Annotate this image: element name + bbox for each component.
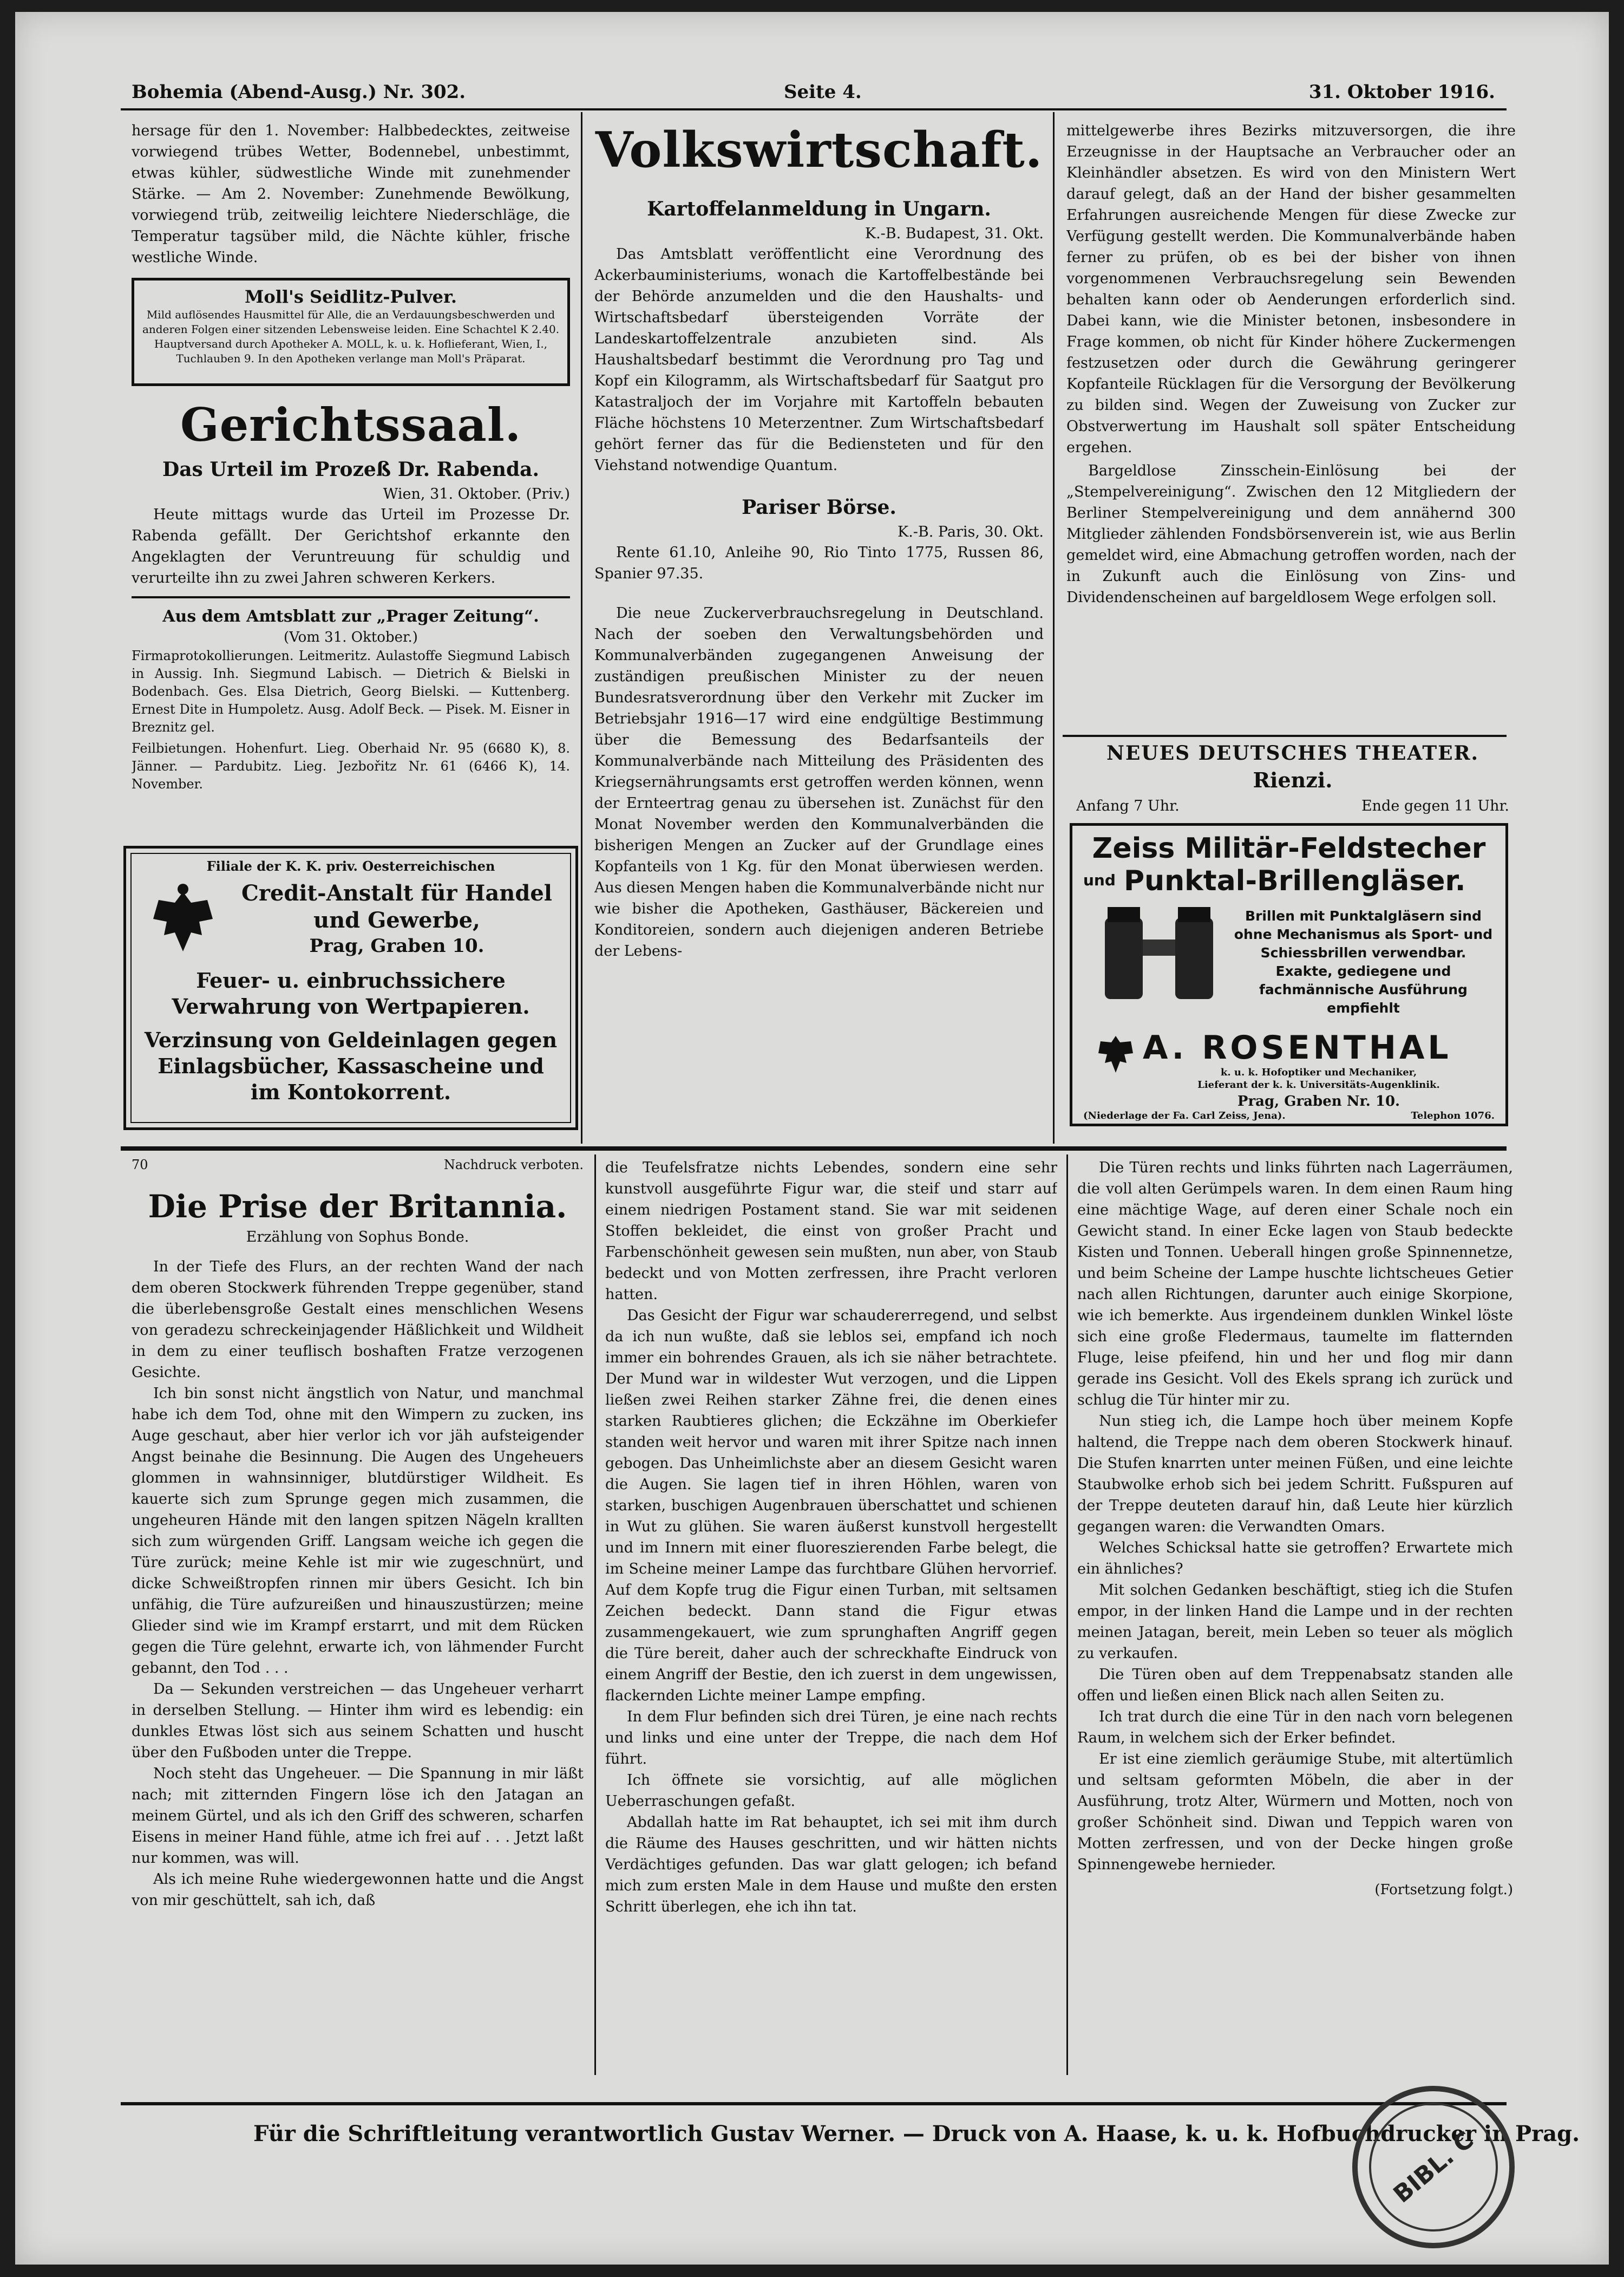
theater-notice	[1076, 742, 1509, 823]
ad-zeiss-und: und	[1083, 871, 1116, 889]
ad-zeiss-title2: Punktal-Brillengläser.	[1124, 865, 1466, 897]
serial-number: 70	[132, 1157, 148, 1172]
serial-meta	[132, 1157, 584, 1172]
weather-forecast: hersage für den 1. November: Halbbedecktes, zeitweise vorwiegend trübes Wetter, Bodennebel, unbestimmt, etwas kühler, südwestliche Winde mit zunehmender Stärke. — Am 2. November: Zunehmende Bewölkung, vorwiegend trüb, zeitweilig leichtere Niederschläge, die Temperatur tagsüber mild, die Nächte kühler, frische westliche Winde.	[132, 122, 570, 266]
newspaper-page	[15, 12, 1609, 2265]
kartoffel-title: Kartoffelanmeldung in Ungarn.	[647, 198, 991, 220]
ad-moll-title: Moll's Seidlitz-Pulver.	[244, 286, 457, 307]
serial-paragraph: Noch steht das Ungeheuer. — Die Spannung in mir läßt nach; mit zitternden Fingern löse ich den Jatagan an meinem Gürtel, und als ich den Griff des schweren, scharfen Eisens in meiner Hand fühle, atme ich frei auf . . . Jetzt laßt nur kommen, was will.	[132, 1765, 584, 1867]
ad-credit-line2: Credit-Anstalt für Handel und Gewerbe,	[241, 880, 552, 933]
ad-zeiss-firm-sub1: k. u. k. Hofoptiker und Mechaniker,	[1220, 1067, 1417, 1078]
column-rule	[1066, 1154, 1068, 2075]
column-2-top	[594, 120, 1044, 1138]
column-rule	[581, 112, 582, 1144]
footer-rule	[121, 2102, 1507, 2105]
ad-credit-line3: Prag, Graben 10.	[309, 935, 484, 957]
binoculars-icon	[1094, 907, 1224, 1015]
serial-column-3	[1077, 1157, 1513, 2089]
ad-zeiss-address: Prag, Graben Nr. 10.	[1237, 1093, 1400, 1110]
serial-paragraph: Das Gesicht der Figur war schaudererregend, und selbst da ich nun wußte, daß sie leblos sei, empfand ich noch immer ein bohrendes Grauen, als ich sie näher betrachtete. Der Mund war in wildester Wut verzogen, und die Lippen ließen zwei Reihen starker Zähne frei, die denen eines starken Raubtieres glichen; die Eckzähne im Oberkiefer standen weit hervor und waren mit ihrer Spitze nach innen gebogen. Das Unheimlichste aber an diesem Gesicht waren die Augen. Sie lagen tief in ihren Höhlen, waren von starken, buschigen Augenbrauen überschattet und schienen in Wut zu glühen. Sie waren äußerst kunstvoll hergestellt und im Innern mit einer fluoreszierenden Farbe belegt, die im Scheine meiner Lampe das furchtbare Glühen hervorrief. Auf dem Kopfe trug die Figur einen Turban, mit seltsamen Zeichen bedeckt. Dann stand die Figur etwas zusammengekauert, wie zum sprunghaften Angriff gegen die Türe bereit, daher auch der schreckhafte Eindruck von einem Angriff der Bestie, den ich zuerst in dem ungewissen, flackernden Lichte meiner Lampe empfing.	[605, 1307, 1057, 1704]
ad-moll-text: Mild auflösendes Hausmittel für Alle, die an Verdauungsbeschwerden und anderen Folgen einer sitzenden Lebensweise leiden. Eine Schachtel K 2.40. Hauptversand durch Apotheker A. MOLL, k. u. k. Hoflieferant, Wien, I., Tuchlauben 9. In den Apotheken verlange man Moll's Präparat.	[142, 308, 560, 365]
serial-paragraph: In dem Flur befinden sich drei Türen, je eine nach rechts und links und eine unter der Treppe, die nach dem Hof führt.	[605, 1708, 1057, 1767]
ad-zeiss-note: (Niederlage der Fa. Carl Zeiss, Jena).	[1083, 1110, 1286, 1121]
section-title-volkswirtschaft: Volkswirtschaft.	[595, 121, 1043, 179]
boerse-text: Rente 61.10, Anleihe 90, Rio Tinto 1775, Russen 86, Spanier 97.35.	[594, 544, 1044, 582]
ad-credit-line4: Feuer- u. einbruchssichere Verwahrung von Wertpapieren.	[172, 968, 530, 1019]
library-stamp-text: BIBL. C	[1343, 2076, 1524, 2258]
serial-column-1	[132, 1157, 584, 2089]
serial-byline: Erzählung von Sophus Bonde.	[246, 1229, 469, 1245]
theater-times	[1076, 798, 1509, 814]
serial-paragraph: Die Türen oben auf dem Treppenabsatz standen alle offen und ließen einen Blick nach allen Seiten zu.	[1077, 1666, 1513, 1704]
library-stamp	[1352, 2086, 1515, 2248]
serial-title: Die Prise der Britannia.	[148, 1188, 567, 1225]
ad-credit-line5: Verzinsung von Geldeinlagen gegen Einlagsbücher, Kassascheine und im Kontokorrent.	[144, 1028, 558, 1104]
double-eagle-icon	[142, 881, 224, 962]
section-title-gerichtssaal: Gerichtssaal.	[180, 398, 521, 452]
ad-zeiss	[1070, 823, 1508, 1126]
serial-paragraph: Er ist eine ziemlich geräumige Stube, mit altertümlich und seltsam geformten Möbeln, die aber in der Ausführung, trotz Alter, Würmern und Motten, noch von großer Schönheit sind. Diwan und Teppich waren von Motten zerfressen, und von der Decke hingen große Spinnengewebe hernieder.	[1077, 1751, 1513, 1873]
ad-credit-anstalt	[123, 846, 578, 1130]
serial-paragraph: In der Tiefe des Flurs, an der rechten Wand der nach dem oberen Stockwerk führenden Treppe gegenüber, stand die überlebensgroße Gestalt eines menschlichen Wesens von geradezu schreckeinjagender Häßlichkeit und Wildheit in dem zu einer teuflisch boshaften Fratze verzogenen Gesichte.	[132, 1258, 584, 1381]
ad-zeiss-text: Brillen mit Punktalgläsern sind ohne Mechanismus als Sport- und Schiessbrillen verwendbar. Exakte, gediegene und fachmännische Ausführung empfiehlt	[1234, 908, 1493, 1016]
amtsblatt-date: (Vom 31. Oktober.)	[284, 629, 418, 645]
serial-column-2	[605, 1157, 1057, 2089]
divider	[132, 596, 570, 598]
serial-paragraph: Da — Sekunden verstreichen — das Ungeheuer verharrt in derselben Stellung. — Hinter ihm wird es lebendig: ein dunkles Etwas löst sich aus seinem Schatten und huscht über den Fußboden unter die Treppe.	[132, 1681, 584, 1761]
theater-start: Anfang 7 Uhr.	[1076, 798, 1180, 814]
serial-paragraph: Ich öffnete sie vorsichtig, auf alle möglichen Ueberraschungen gefaßt.	[605, 1772, 1057, 1810]
ad-zeiss-phone: Telephon 1076.	[1411, 1110, 1495, 1121]
footer-imprint: Für die Schriftleitung verantwortlich Gustav Werner. — Druck von A. Haase, k. u. k. Hofbuchdrucker in Prag.	[253, 2121, 1580, 2146]
serial-paragraph: Abdallah hatte im Rat behauptet, ich sei mit ihm durch die Räume des Hauses geschritten, und wir hätten nichts Verdächtiges gefunden. Das war glatt gelogen; ich befand mich zum ersten Male in dem Hause und mußte den ersten Schritt überlegen, ehe ich ihn tat.	[605, 1814, 1057, 1915]
header-date: 31. Oktober 1916.	[1308, 81, 1495, 103]
zucker-continued: mittelgewerbe ihres Bezirks mitzuversorgen, die ihre Erzeugnisse in der Hauptsache an Verbraucher oder an Kleinhändler absetzen. Es wird von den Ministern Wert darauf gelegt, daß an der Hand der bisher gesammelten Erfahrungen ausreichende Mengen für diese Zwecke zur Verfügung gestellt werden. Die Kommunalverbände haben ferner zu prüfen, ob es bei der bisher von ihnen vorgenommenen Verbrauchsregelung sein Bewenden behalten kann oder ob Aenderungen erforderlich sind. Dabei kann, wie die Minister betonen, insbesondere in Frage kommen, ob nicht für Kinder höhere Zuckermengen festzusetzen oder durch die Gewährung geringerer Kopfanteile Rücklagen für die Versorgung der Bevölkerung zu bilden sind. Wegen der Zuweisung von Zucker zur Obstverwertung im Haushalt soll später Entscheidung ergehen.	[1066, 122, 1516, 456]
theater-name: NEUES DEUTSCHES THEATER.	[1106, 742, 1479, 765]
serial-notice: Nachdruck verboten.	[443, 1157, 584, 1172]
stempelvereinigung-text: Bargeldlose Zinsschein-Einlösung bei der „Stempelvereinigung“. Zwischen den 12 Mitgliedern der Berliner Stempelvereinigung und dem annähernd 300 Mitglieder zählenden Fondsbörsenverein ist, wie aus Berlin gemeldet wird, eine Abmachung getroffen worden, nach der in Zukunft auch die Einlösung von Zins- und Dividendenscheinen auf bargeldlosem Wege erfolgen soll.	[1066, 462, 1516, 606]
header-issue: Bohemia (Abend-Ausg.) Nr. 302.	[132, 81, 466, 103]
divider	[1063, 735, 1507, 737]
kartoffel-dateline: K.-B. Budapest, 31. Okt.	[865, 225, 1044, 242]
amtsblatt-firms: Firmaprotokollierungen. Leitmeritz. Aulastoffe Siegmund Labisch in Aussig. Inh. Siegmund Labisch. — Dietrich & Bielski in Bodenbach. Ges. Elsa Dietrich, Georg Bielski. — Kuttenberg. Ernest Dite in Humpoletz. Ausg. Adolf Beck. — Pisek. M. Eisner in Breznitz gel.	[132, 648, 570, 735]
column-rule	[1053, 112, 1055, 1144]
serial-paragraph: Ich bin sonst nicht ängstlich von Natur, und manchmal habe ich dem Tod, ohne mit den Wimpern zu zucken, ins Auge geschaut, aber hier verlor ich vor jäh aufsteigender Angst beinahe die Besinnung. Die Augen des Ungeheuers glommen in wahnsinniger, blutdürstiger Wildheit. Es kauerte sich zum Sprunge gegen mich zusammen, die ungeheuren Hände mit den langen spitzen Nägeln krallten sich zum würgenden Griff. Langsam weiche ich gegen die Türe zurück; meine Kehle ist mir wie zugeschnürt, und dicke Schweißtropfen rinnen mir übers Gesicht. Ich bin unfähig, die Türe aufzureißen und hinauszustürzen; meine Glieder sind wie im Krampf erstarrt, und mit dem Rücken gegen die Türe gelehnt, erwarte ich, von lähmender Furcht gebannt, den Tod . . .	[132, 1385, 584, 1676]
ad-moll	[132, 278, 570, 386]
serial-paragraph: die Teufelsfratze nichts Lebendes, sondern eine sehr kunstvoll ausgeführte Figur war, die steif und starr auf einem niedrigen Postament stand. Sie war mit seidenen Stoffen bekleidet, die einst von großer Pracht und Farbenschönheit gewesen sein mußten, nun aber, von Staub bedeckt und von Motten zerfressen, ihre Pracht verloren hatten.	[605, 1159, 1057, 1303]
amtsblatt-auctions: Feilbietungen. Hohenfurt. Lieg. Oberhaid Nr. 95 (6680 K), 8. Jänner. — Pardubitz. Lieg. Jezbořitz Nr. 61 (6466 K), 14. November.	[132, 741, 570, 792]
kartoffel-text: Das Amtsblatt veröffentlicht eine Verordnung des Ackerbauministeriums, wonach die Kartoffelbestände bei der Behörde anzumelden und die den Haushalts- und Wirtschaftsbedarf übersteigenden Vorräte der Landeskartoffelzentrale anzubieten sind. Als Haushaltsbedarf bestimmt die Verordnung pro Tag und Kopf ein Kilogramm, als Wirtschaftsbedarf für Saatgut pro Katastraljoch der im Vorjahre mit Kartoffeln bebauten Fläche höchstens 10 Meterzentner. Zum Wirtschaftsbedarf gehört ferner das für die Bediensteten und für den Viehstand notwendige Quantum.	[594, 246, 1044, 474]
theater-play: Rienzi.	[1253, 768, 1333, 792]
gerichtssaal-dateline: Wien, 31. Oktober. (Priv.)	[383, 486, 570, 503]
boerse-dateline: K.-B. Paris, 30. Okt.	[898, 524, 1044, 540]
serial-continued: (Fortsetzung folgt.)	[1374, 1882, 1513, 1898]
section-rule	[121, 1146, 1507, 1151]
serial-paragraph: Ich trat durch die eine Tür in den nach vorn belegenen Raum, in welchem sich der Erker befindet.	[1077, 1708, 1513, 1746]
ad-zeiss-title1: Zeiss Militär-Feldstecher	[1092, 832, 1486, 865]
amtsblatt-title: Aus dem Amtsblatt zur „Prager Zeitung“.	[162, 607, 539, 626]
gerichtssaal-text: Heute mittags wurde das Urteil im Prozesse Dr. Rabenda gefällt. Der Gerichtshof erkannte den Angeklagten der Veruntreuung für schuldig und verurteilte ihn zu zwei Jahren schweren Kerkers.	[132, 506, 570, 586]
serial-paragraph: Welches Schicksal hatte sie getroffen? Erwartete mich ein ähnliches?	[1077, 1539, 1513, 1577]
serial-paragraph: Mit solchen Gedanken beschäftigt, stieg ich die Stufen empor, in der linken Hand die Lampe und in der rechten meinen Jatagan, bereit, mein Leben so teuer als möglich zu verkaufen.	[1077, 1582, 1513, 1662]
header-rule	[121, 108, 1507, 110]
serial-paragraph: Die Türen rechts und links führten nach Lagerräumen, die voll alten Gerümpels waren. In dem einen Raum hing eine mächtige Wage, auf deren einer Schale noch ein Gewicht stand. In einer Ecke lagen von Staub bedeckte Kisten und Tonnen. Ueberall hingen große Spinnennetze, und beim Scheine der Lampe huschte lichtscheues Getier nach allen Richtungen, darunter auch einige Skorpione, wie ich bemerkte. Aus irgendeinem dunklen Winkel löste sich eine große Fledermaus, taumelte im flatternden Fluge, leise pfeifend, hin und her und flog mir dann gerade ins Gesicht. Voll des Ekels sprang ich zurück und schlug die Tür hinter mir zu.	[1077, 1159, 1513, 1408]
boerse-title: Pariser Börse.	[742, 496, 896, 519]
theater-end: Ende gegen 11 Uhr.	[1361, 798, 1509, 814]
serial-paragraph: Nun stieg ich, die Lampe hoch über meinem Kopfe haltend, die Treppe nach dem oberen Stockwerk hinauf. Die Stufen knarrten unter meinen Füßen, und eine leichte Staubwolke erhob sich bei jedem Schritt. Fußspuren auf der Treppe deuteten darauf hin, daß Leute hier kürzlich gegangen waren: die Verwandten Omars.	[1077, 1413, 1513, 1535]
ad-zeiss-firm-sub2: Lieferant der k. k. Universitäts-Augenklinik.	[1197, 1079, 1440, 1091]
column-rule	[594, 1154, 596, 2075]
ad-credit-line1: Filiale der K. K. priv. Oesterreichischen	[206, 858, 495, 874]
ad-zeiss-firm: A. ROSENTHAL	[1143, 1029, 1452, 1067]
double-eagle-icon	[1094, 1032, 1137, 1075]
gerichtssaal-subtitle: Das Urteil im Prozeß Dr. Rabenda.	[162, 458, 539, 481]
serial-paragraph: Als ich meine Ruhe wiedergewonnen hatte und die Angst von mir geschüttelt, sah ich, daß	[132, 1871, 584, 1909]
column-3-top	[1066, 120, 1516, 813]
zucker-text: Die neue Zuckerverbrauchsregelung in Deutschland. Nach der soeben den Verwaltungsbehörden und Kommunalverbänden zugegangenen Anweisung der zuständigen preußischen Minister zu der neuen Bundesratsverordnung über den Verkehr mit Zucker im Betriebsjahr 1916—17 wird eine endgültige Bestimmung über die Bemessung des Bedarfsanteils der Kommunalverbände nach Mitteilung des Präsidenten des Kriegsernährungsamts erst getroffen werden können, wenn der Ernteertrag genau zu übersehen ist. Zunächst für den Monat November werden den Kommunalverbänden die bisherigen Mengen an Zucker auf der Grundlage eines Kopfanteils von 1 Kg. für den Monat überwiesen werden. Aus diesen Mengen haben die Kommunalverbände nicht nur wie bisher die Apotheken, Gasthäuser, Bäckereien und Konditoreien, sondern auch diejenigen anderen Betriebe der Lebens-	[594, 605, 1044, 960]
header-page-number: Seite 4.	[784, 81, 862, 103]
